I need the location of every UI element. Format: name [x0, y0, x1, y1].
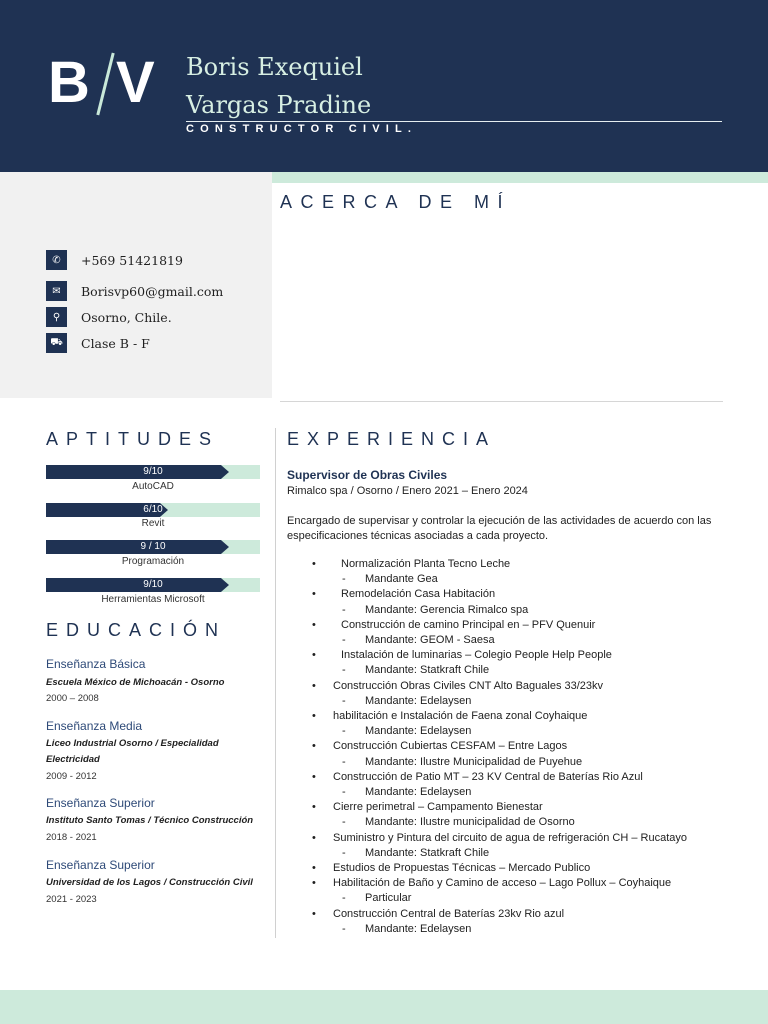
- project-item: • Instalación de luminarias – Colegio People Help People: [287, 648, 757, 663]
- monogram-slash: [96, 53, 114, 116]
- skill-level: 9 / 10: [140, 541, 166, 552]
- education-years: 2000 – 2008: [46, 693, 99, 704]
- project-item: • Suministro y Pintura del circuito de agua de refrigeración CH – Rucatayo: [287, 831, 757, 846]
- project-client: - Mandante: Edelaysen: [287, 785, 757, 800]
- education-level: Enseñanza Superior: [46, 796, 155, 810]
- name-first: Boris Exequiel: [186, 53, 363, 81]
- role-title: CONSTRUCTOR CIVIL.: [186, 123, 418, 135]
- location-pin-icon: ⚲: [46, 307, 67, 327]
- education-institution: Liceo Industrial Osorno / Especialidad Electricidad: [46, 738, 219, 765]
- project-client: - Mandante: Ilustre municipalidad de Osorno: [287, 815, 757, 830]
- education-title: EDUCACIÓN: [46, 620, 227, 640]
- contact-location-text: Osorno, Chile.: [81, 309, 172, 325]
- project-item: • Estudios de Propuestas Técnicas – Mercado Publico: [287, 861, 757, 876]
- header-banner: [0, 0, 768, 172]
- skill-name: Herramientas Microsoft: [101, 594, 205, 605]
- name-underline: [186, 121, 722, 122]
- project-client: - Mandante: Gerencia Rimalco spa: [287, 603, 757, 618]
- skills-title: APTITUDES: [46, 429, 220, 449]
- skill-level: 6/10: [143, 504, 163, 515]
- skill-name: Revit: [141, 518, 165, 529]
- project-client: - Particular: [287, 891, 757, 906]
- project-item: • Habilitación de Baño y Camino de acceso – Lago Pollux – Coyhaique: [287, 876, 757, 891]
- project-item: • Construcción de Patio MT – 23 KV Central de Baterías Rio Azul: [287, 770, 757, 785]
- project-client: - Mandante: Edelaysen: [287, 694, 757, 709]
- experience-project-list: [287, 557, 757, 937]
- project-client: - Mandante: Edelaysen: [287, 922, 757, 937]
- experience-title: EXPERIENCIA: [287, 429, 497, 449]
- education-level: Enseñanza Básica: [46, 657, 146, 671]
- about-title: ACERCA DE MÍ: [280, 192, 512, 212]
- project-client: - Mandante: Statkraft Chile: [287, 663, 757, 678]
- education-years: 2021 - 2023: [46, 894, 97, 905]
- education-institution: Escuela México de Michoacán - Osorno: [46, 677, 225, 688]
- column-divider: [275, 428, 276, 938]
- education-institution: Instituto Santo Tomas / Técnico Construcción: [46, 815, 254, 826]
- job-title: Supervisor de Obras Civiles: [287, 468, 448, 482]
- about-divider: [280, 401, 723, 402]
- contact-phone: [46, 250, 183, 270]
- contact-license-text: Clase B - F: [81, 335, 150, 351]
- project-item: • Construcción Central de Baterías 23kv Rio azul: [287, 907, 757, 922]
- education-institution: Universidad de los Lagos / Construcción Civil: [46, 877, 253, 888]
- project-item: • Construcción Cubiertas CESFAM – Entre Lagos: [287, 739, 757, 754]
- project-item: • habilitación e Instalación de Faena zonal Coyhaique: [287, 709, 757, 724]
- skill-name: AutoCAD: [132, 481, 174, 492]
- skill-name: Programación: [121, 556, 185, 567]
- contact-phone-text: +569 51421819: [81, 252, 183, 268]
- contact-location: [46, 307, 172, 327]
- contact-license: [46, 333, 150, 353]
- project-item: • Normalización Planta Tecno Leche: [287, 557, 757, 572]
- email-icon: ✉: [46, 281, 67, 301]
- job-description: Encargado de supervisar y controlar la ejecución de las actividades de acuerdo con las especificaciones técnicas asociadas a cada proyecto.: [287, 515, 712, 542]
- contact-email-text: Borisvp60@gmail.com: [81, 283, 224, 299]
- education-level: Enseñanza Media: [46, 719, 143, 733]
- project-client: - Mandante: Statkraft Chile: [287, 846, 757, 861]
- education-level: Enseñanza Superior: [46, 858, 155, 872]
- contact-email: [46, 281, 223, 301]
- project-item: • Cierre perimetral – Campamento Bienestar: [287, 800, 757, 815]
- project-client: - Mandante: Ilustre Municipalidad de Puyehue: [287, 755, 757, 770]
- job-company-dates: Rimalco spa / Osorno / Enero 2021 – Enero 2024: [287, 485, 528, 497]
- skill-level: 9/10: [143, 466, 163, 477]
- name-last: Vargas Pradine: [186, 91, 372, 119]
- car-icon: ⛟: [46, 333, 67, 353]
- accent-strip: [272, 172, 768, 183]
- project-client: - Mandante: GEOM - Saesa: [287, 633, 757, 648]
- monogram-logo: [48, 50, 168, 116]
- education-years: 2009 - 2012: [46, 771, 97, 782]
- project-client: - Mandante: Edelaysen: [287, 724, 757, 739]
- monogram-letter-b: B: [48, 50, 90, 115]
- phone-icon: ✆: [46, 250, 67, 270]
- project-item: • Remodelación Casa Habitación: [287, 587, 757, 602]
- monogram-letter-v: V: [116, 50, 155, 115]
- project-item: • Construcción Obras Civiles CNT Alto Baguales 33/23kv: [287, 679, 757, 694]
- project-item: • Construcción de camino Principal en – PFV Quenuir: [287, 618, 757, 633]
- project-client: - Mandante Gea: [287, 572, 757, 587]
- skill-level: 9/10: [143, 579, 163, 590]
- education-years: 2018 - 2021: [46, 832, 97, 843]
- footer-band: [0, 990, 768, 1024]
